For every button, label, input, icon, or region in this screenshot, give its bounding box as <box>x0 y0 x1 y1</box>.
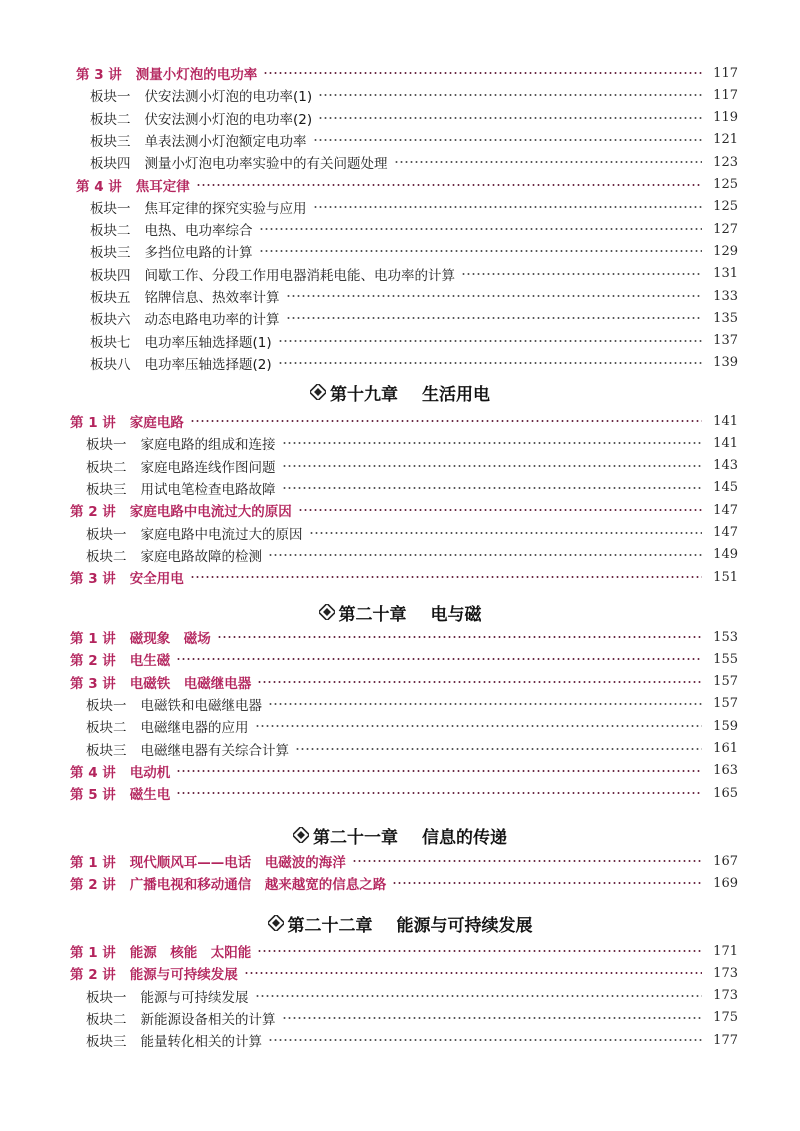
block-label: 板块一 <box>90 89 131 106</box>
block-entry[interactable] <box>0 1007 800 1029</box>
dot-leader <box>282 465 703 467</box>
page-number: 177 <box>713 1032 738 1048</box>
entry-title: 多挡位电路的计算 <box>144 245 253 262</box>
page-number: 143 <box>713 458 738 474</box>
dot-leader <box>244 972 702 974</box>
chapter-number: 第二十二章 <box>287 915 373 936</box>
chapter-heading <box>0 377 800 407</box>
entry-title: 磁现象 磁场 <box>129 631 211 647</box>
block-label: 板块三 <box>86 742 127 759</box>
lesson-entry[interactable] <box>0 962 800 984</box>
chapter-heading <box>0 597 800 627</box>
lesson-entry[interactable] <box>0 648 800 670</box>
page-number: 131 <box>713 266 738 282</box>
entry-title: 家庭电路 <box>129 415 184 431</box>
block-label: 板块二 <box>90 223 131 240</box>
dot-leader <box>282 442 703 444</box>
block-entry[interactable] <box>0 455 800 477</box>
block-entry[interactable] <box>0 738 800 760</box>
block-label: 板块七 <box>90 334 131 351</box>
block-label: 板块二 <box>90 111 131 128</box>
dot-leader <box>268 703 702 705</box>
block-label: 板块二 <box>86 1011 127 1028</box>
dot-leader <box>190 576 702 578</box>
entry-title: 能源与可持续发展 <box>129 967 238 984</box>
entry-title: 家庭电路故障的检测 <box>140 548 262 565</box>
block-entry[interactable] <box>0 151 800 173</box>
lesson-entry[interactable] <box>0 850 800 872</box>
lesson-entry[interactable] <box>0 782 800 804</box>
entry-title: 广播电视和移动通信 越来越宽的信息之路 <box>129 877 387 894</box>
dot-leader <box>318 117 702 119</box>
chapter-number: 第十九章 <box>330 384 398 405</box>
dot-leader <box>392 882 702 884</box>
entry-title: 能源 核能 太阳能 <box>129 945 252 961</box>
lesson-number: 第 1 讲 <box>70 945 116 961</box>
dot-leader <box>268 554 702 556</box>
lesson-number: 第 2 讲 <box>70 504 116 521</box>
page-number: 141 <box>713 435 738 451</box>
block-label: 板块五 <box>90 290 131 306</box>
block-entry[interactable] <box>0 330 800 352</box>
lesson-entry[interactable] <box>0 499 800 521</box>
chapter-name: 生活用电 <box>422 384 490 405</box>
block-entry[interactable] <box>0 522 800 544</box>
page-number: 121 <box>713 132 738 148</box>
page-number: 135 <box>713 310 738 326</box>
block-entry[interactable] <box>0 715 800 737</box>
block-label: 板块三 <box>86 1034 127 1051</box>
page-number: 165 <box>713 785 738 801</box>
dot-leader <box>282 487 703 489</box>
dot-leader <box>176 770 702 772</box>
entry-title: 电磁继电器的应用 <box>140 720 249 737</box>
dot-leader <box>295 748 702 750</box>
entry-title: 动态电路电功率的计算 <box>144 312 280 329</box>
page-number: 157 <box>713 674 738 690</box>
lesson-entry[interactable] <box>0 671 800 693</box>
lesson-number: 第 1 讲 <box>70 415 116 431</box>
entry-title: 测量小灯泡电功率实验中的有关问题处理 <box>144 156 388 173</box>
dot-leader <box>176 792 702 794</box>
entry-title: 磁生电 <box>129 787 171 804</box>
entry-title: 间歇工作、分段工作用电器消耗电能、电功率的计算 <box>144 267 455 284</box>
entry-title: 测量小灯泡的电功率 <box>135 67 258 83</box>
dot-leader <box>259 228 703 230</box>
dot-leader <box>176 658 702 660</box>
dot-leader <box>461 273 702 275</box>
lesson-number: 第 1 讲 <box>70 631 116 647</box>
chapter-number: 第二十章 <box>338 604 407 625</box>
block-label: 板块四 <box>90 156 131 173</box>
lesson-number: 第 3 讲 <box>70 571 116 588</box>
entry-title: 家庭电路的组成和连接 <box>140 437 276 454</box>
page-number: 127 <box>713 221 738 237</box>
page-number: 175 <box>713 1010 738 1026</box>
dot-leader <box>257 950 702 952</box>
page-number: 139 <box>713 355 738 371</box>
entry-title: 电功率压轴选择题(2) <box>144 356 272 373</box>
entry-title: 电动机 <box>129 764 171 781</box>
block-entry[interactable] <box>0 240 800 262</box>
chapter-name: 电与磁 <box>430 604 482 625</box>
block-entry[interactable] <box>0 285 800 307</box>
chapter-heading <box>0 908 800 938</box>
page-number: 147 <box>713 502 738 518</box>
page-number: 117 <box>713 65 738 81</box>
block-entry[interactable] <box>0 1029 800 1051</box>
entry-title: 焦耳定律 <box>135 178 190 195</box>
entry-title: 家庭电路中电流过大的原因 <box>140 526 303 543</box>
dot-leader <box>259 250 703 252</box>
page-number: 159 <box>713 718 738 734</box>
lesson-number: 第 4 讲 <box>70 764 116 781</box>
lesson-number: 第 4 讲 <box>76 178 122 195</box>
page-number: 151 <box>713 569 738 585</box>
page-number: 129 <box>713 243 738 259</box>
entry-title: 电生磁 <box>129 653 171 670</box>
block-label: 板块六 <box>90 312 131 329</box>
lesson-entry[interactable] <box>0 410 800 432</box>
entry-title: 焦耳定律的探究实验与应用 <box>144 200 307 217</box>
page-number: 155 <box>713 651 738 667</box>
lesson-number: 第 3 讲 <box>70 675 116 692</box>
lesson-number: 第 5 讲 <box>70 787 116 804</box>
lesson-number: 第 2 讲 <box>70 967 116 984</box>
page-number: 173 <box>713 988 738 1004</box>
dot-leader <box>282 1017 703 1019</box>
entry-title: 现代顺风耳——电话 电磁波的海洋 <box>129 855 346 871</box>
dot-leader <box>263 72 702 74</box>
lesson-number: 第 2 讲 <box>70 653 116 670</box>
block-entry[interactable] <box>0 218 800 240</box>
entry-title: 伏安法测小灯泡的电功率(1) <box>144 89 313 106</box>
dot-leader <box>352 860 702 862</box>
page-number: 163 <box>713 763 738 779</box>
page-number: 157 <box>713 696 738 712</box>
dot-leader <box>318 94 702 96</box>
page-number: 123 <box>713 154 738 170</box>
dot-leader <box>278 362 702 364</box>
chapter-heading <box>0 820 800 850</box>
page-number: 147 <box>713 525 738 540</box>
block-label: 板块三 <box>86 481 127 498</box>
entry-title: 能量转化相关的计算 <box>140 1034 262 1051</box>
page-number: 137 <box>713 333 738 349</box>
page-number: 161 <box>713 741 738 756</box>
block-label: 板块一 <box>86 989 127 1006</box>
page-number: 145 <box>713 480 738 496</box>
entry-title: 伏安法测小灯泡的电功率(2) <box>144 111 313 128</box>
chapter-number: 第二十一章 <box>313 827 398 848</box>
chapter-bullet-icon <box>319 604 335 620</box>
block-entry[interactable] <box>0 432 800 454</box>
chapter-bullet-icon <box>310 384 326 400</box>
block-label: 板块四 <box>90 267 131 284</box>
block-entry[interactable] <box>0 107 800 129</box>
entry-title: 能源与可持续发展 <box>140 989 249 1006</box>
lesson-entry[interactable] <box>0 62 800 84</box>
block-entry[interactable] <box>0 307 800 329</box>
block-entry[interactable] <box>0 129 800 151</box>
page-number: 171 <box>713 943 738 959</box>
block-entry[interactable] <box>0 693 800 715</box>
dot-leader <box>217 636 702 638</box>
page-number: 149 <box>713 547 738 563</box>
chapter-bullet-icon <box>293 827 309 843</box>
lesson-number: 第 3 讲 <box>76 67 122 83</box>
lesson-entry[interactable] <box>0 174 800 196</box>
block-entry[interactable] <box>0 263 800 285</box>
dot-leader <box>255 995 703 997</box>
block-label: 板块三 <box>90 245 131 262</box>
lesson-entry[interactable] <box>0 626 800 648</box>
chapter-name: 信息的传递 <box>422 827 507 848</box>
page-number: 117 <box>713 87 738 103</box>
entry-title: 电磁铁 电磁继电器 <box>129 675 252 692</box>
entry-title: 用试电笔检查电路故障 <box>140 481 276 498</box>
lesson-entry[interactable] <box>0 760 800 782</box>
block-label: 板块二 <box>86 459 127 476</box>
dot-leader <box>268 1039 702 1041</box>
block-entry[interactable] <box>0 352 800 374</box>
chapter-bullet-icon <box>268 915 284 931</box>
lesson-entry[interactable] <box>0 872 800 894</box>
dot-leader <box>286 295 703 297</box>
block-entry[interactable] <box>0 84 800 106</box>
entry-title: 电磁继电器有关综合计算 <box>140 742 289 759</box>
block-entry[interactable] <box>0 196 800 218</box>
block-entry[interactable] <box>0 985 800 1007</box>
block-entry[interactable] <box>0 477 800 499</box>
page-number: 141 <box>713 413 738 429</box>
chapter-name: 能源与可持续发展 <box>396 915 533 936</box>
dot-leader <box>313 206 703 208</box>
page-number: 173 <box>713 965 738 981</box>
dot-leader <box>313 139 703 141</box>
entry-title: 铭牌信息、热效率计算 <box>144 290 280 306</box>
dot-leader <box>255 725 703 727</box>
block-entry[interactable] <box>0 544 800 566</box>
block-label: 板块三 <box>90 133 131 150</box>
page-number: 169 <box>713 875 738 891</box>
block-label: 板块一 <box>86 697 127 714</box>
page-number: 153 <box>713 629 738 645</box>
dot-leader <box>309 532 703 534</box>
block-label: 板块二 <box>86 720 127 737</box>
dot-leader <box>196 184 702 186</box>
block-label: 板块八 <box>90 356 131 373</box>
dot-leader <box>286 317 703 319</box>
dot-leader <box>278 340 702 342</box>
page-number: 119 <box>713 110 738 126</box>
dot-leader <box>298 509 702 511</box>
dot-leader <box>190 420 702 422</box>
entry-title: 单表法测小灯泡额定电功率 <box>144 133 307 150</box>
entry-title: 家庭电路连线作图问题 <box>140 459 276 476</box>
page-number: 133 <box>713 288 738 304</box>
entry-title: 电热、电功率综合 <box>144 223 253 240</box>
dot-leader <box>257 681 702 683</box>
block-label: 板块一 <box>86 437 127 454</box>
page-number: 125 <box>713 199 738 215</box>
block-label: 板块一 <box>90 200 131 217</box>
page-number: 125 <box>713 177 738 192</box>
entry-title: 家庭电路中电流过大的原因 <box>129 504 292 521</box>
lesson-entry[interactable] <box>0 940 800 962</box>
lesson-number: 第 1 讲 <box>70 855 116 871</box>
dot-leader <box>394 161 703 163</box>
block-label: 板块一 <box>86 526 127 543</box>
entry-title: 安全用电 <box>129 571 184 588</box>
entry-title: 新能源设备相关的计算 <box>140 1011 276 1028</box>
lesson-number: 第 2 讲 <box>70 877 116 894</box>
entry-title: 电功率压轴选择题(1) <box>144 334 272 351</box>
entry-title: 电磁铁和电磁继电器 <box>140 697 262 714</box>
lesson-entry[interactable] <box>0 566 800 588</box>
block-label: 板块二 <box>86 548 127 565</box>
page-number: 167 <box>713 853 738 869</box>
